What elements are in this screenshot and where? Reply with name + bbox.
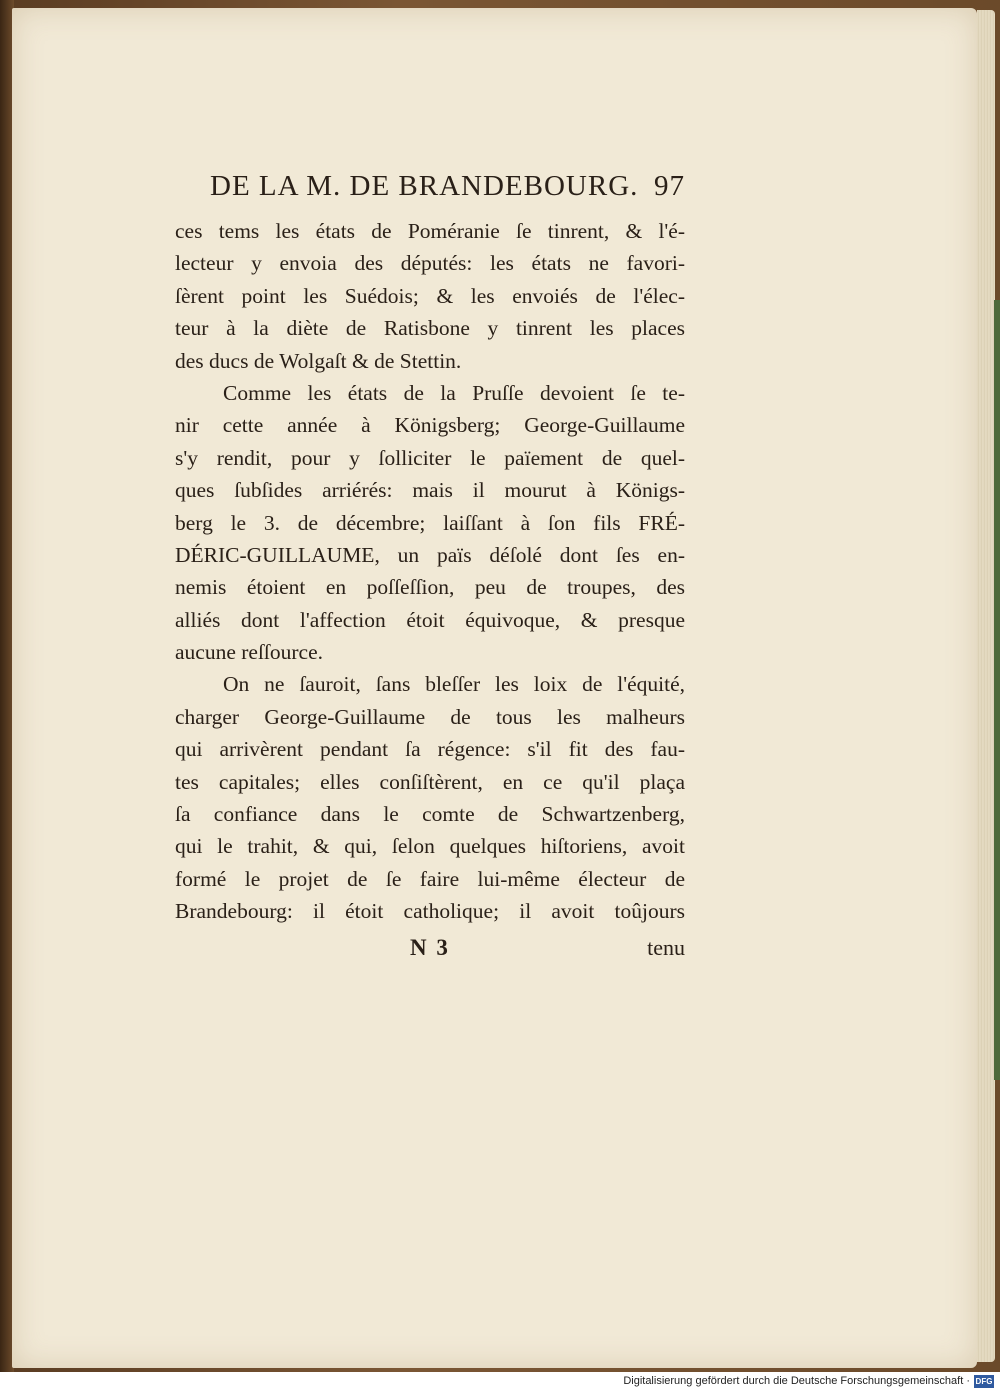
running-header [210,170,685,206]
signature-mark: N 3 [410,935,450,960]
dfg-logo-icon: DFG [975,1377,993,1386]
running-title: DE LA M. DE BRANDEBOURG. [210,170,639,202]
text-line: ques ſubſides arriérés: mais il mourut à Königs- [175,478,685,503]
text-line: Comme les états de la Pruſſe devoient ſe te- [223,380,685,405]
text-line: On ne ſauroit, ſans bleſſer les loix de l'équité, [223,672,685,697]
text-line: formé le projet de ſe faire lui-même électeur de [175,866,685,891]
text-line: alliés dont l'affection étoit équivoque, & presque [175,607,685,632]
text-line: ſèrent point les Suédois; & les envoiés de l'élec- [175,283,685,308]
text-line: des ducs de Wolgaſt & de Stettin. [175,348,462,373]
text-line: teur à la diète de Ratisbone y tinrent les places [175,316,685,341]
text-line: ſa confiance dans le comte de Schwartzenberg, [175,802,685,827]
text-line: nir cette année à Königsberg; George-Guillaume [175,413,685,438]
text-line: charger George-Guillaume de tous les malheurs [175,704,685,729]
text-line: qui arrivèrent pendant ſa régence: s'il fit des fau- [175,737,685,762]
text-line: qui le trahit, & qui, ſelon quelques hiſtoriens, avoit [175,834,685,859]
text-line: tes capitales; elles conſiſtèrent, en ce qu'il plaça [175,769,685,794]
text-line: Brandebourg: il étoit catholique; il avoit toûjours [175,899,685,924]
text-line: nemis étoient en poſſeſſion, peu de troupes, des [175,575,685,600]
text-line: DÉRIC-GUILLAUME, un païs déſolé dont ſes en- [175,542,685,567]
text-line: lecteur y envoia des députés: les états ne favori- [175,251,685,276]
text-line: aucune reſſource. [175,640,324,665]
page-number: 97 [654,170,685,202]
binding-edge [994,300,1000,1080]
digitization-credit: Digitalisierung gefördert durch die Deutsche Forschungsgemeinschaft · [623,1375,970,1387]
text-line: berg le 3. de décembre; laiſſant à ſon fils FRÉ- [175,510,685,535]
page-footer [175,935,685,969]
page-edges [977,10,995,1362]
text-line: ces tems les états de Poméranie ſe tinrent, & l'é- [175,219,685,243]
text-line: s'y rendit, pour y ſolliciter le païement de quel- [175,445,685,470]
body-text [175,215,685,928]
catchword: tenu [647,935,685,960]
